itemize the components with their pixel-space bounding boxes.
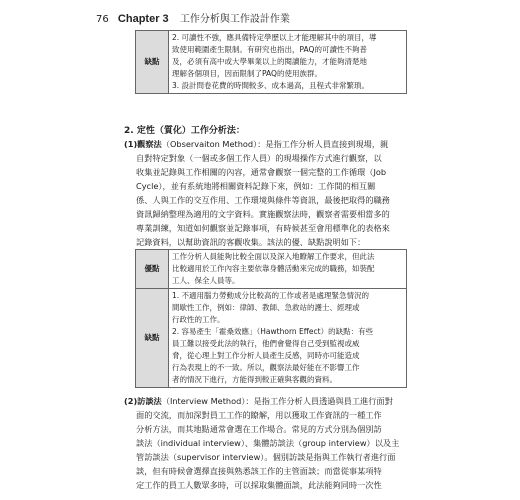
- table-row: 間歇性工作，例如：律師、教師、急救站的護士、經理或: [172, 303, 360, 312]
- paragraph-line: 談，但有時候會選擇直接與熟悉該工作的主管面談；而當從事某項特: [136, 466, 382, 476]
- paragraph-line: 資訊歸納整理為適用的文字資料。實施觀察法時，觀察者需要相當多的: [136, 209, 390, 219]
- paragraph-line: 自對特定對象（一個或多個工作人員）的現場操作方式進行觀察，以: [136, 153, 382, 163]
- paragraph-line: 面的交流，而加深對員工工作的瞭解，用以獲取工作資訊的一種工作: [136, 410, 382, 420]
- observation-pros-cons-table: [135, 249, 407, 388]
- table-row: 工作分析人員能夠比較全面以及深入地瞭解工作要求，但此法: [172, 252, 375, 261]
- table-row: 3. 設計問卷花費的時間較多、成本過高，且程式非常繁瑣。: [172, 81, 370, 90]
- page-header: [96, 10, 290, 25]
- section-heading: 2. 定性（質化）工作分析法：: [124, 126, 245, 136]
- paragraph-line: (1)觀察法（Observaiton Method）：是指工作分析人員直接到現場，親: [124, 139, 389, 149]
- observation-method-paragraph: [124, 137, 414, 249]
- disadvantage-cell: [169, 289, 407, 388]
- table-row: 工人、保全人員等。: [172, 276, 240, 285]
- table-row: 1. 不適用腦力勞動成分比較高的工作或者是處理緊急情況的: [172, 291, 370, 300]
- table-row: 及，必須有高中或大學畢業以上的閱讀能力，才能夠清楚地: [172, 57, 367, 66]
- table-row: 行政性的工作。: [172, 315, 225, 324]
- table-row: 理解各個項目，因而限制了PAQ的使用族群。: [172, 69, 322, 78]
- paragraph-line: 係、人與工作的交互作用、工作環境與條件等資訊，最後把取得的職務: [136, 195, 390, 205]
- paragraph-line: 定工作的員工人數眾多時，可以採取集體面談，此法能夠同時一次性: [136, 480, 382, 490]
- table-row: 2. 可讀性不強，應具備特定學歷以上才能理解其中的項目，導: [172, 33, 377, 42]
- table-row: 者的情況下進行，方能得到較正確與客觀的資料。: [172, 375, 337, 384]
- advantage-label: 優點: [136, 250, 169, 289]
- table-row: 致使用範圍產生限制。有研究也指出，PAQ的可讀性不夠普: [172, 45, 367, 54]
- chapter-label: Chapter 3: [117, 13, 169, 25]
- table-row: 2. 容易產生「霍桑效應」（Hawthorn Effect）的缺點：有些: [172, 327, 374, 336]
- paragraph-line: (2)訪談法（Interview Method）：是指工作分析人員透過與員工進行面對: [124, 396, 393, 406]
- table-row: 脅，從心理上對工作分析人員產生反感，同時亦可能造成: [172, 351, 360, 360]
- disadvantage-cell: [169, 31, 407, 94]
- table-row: 員工難以接受此法的執行，他們會覺得自己受到監視或威: [172, 339, 360, 348]
- paragraph-line: 分析方法，而其地點通常會選在工作場合。常見的方式分別為個別訪: [136, 424, 382, 434]
- paq-disadvantage-table: [135, 30, 407, 94]
- table-row: 比較適用於工作內容主要依靠身體活動來完成的職務，如裝配: [172, 264, 375, 273]
- chapter-title: 工作分析與工作設計作業: [179, 14, 290, 25]
- paragraph-line: 收集並記錄與工作相關的內容，通常會觀察一個完整的工作循環（Job: [136, 167, 387, 177]
- paragraph-line: 管訪談法（supervisor interview）。個別訪談是指與工作執行者進行面: [136, 452, 396, 462]
- disadvantage-label: 缺點: [136, 289, 169, 388]
- paragraph-line: 專業訓練，知道如何觀察並記錄事項，有時候甚至會用標準化的表格來: [136, 223, 390, 233]
- disadvantage-label: 缺點: [136, 31, 169, 94]
- paragraph-line: 談法（individual interview）、集體訪談法（group interview）以及主: [136, 438, 400, 448]
- paragraph-line: Cycle），並有系統地將相關資料記錄下來，例如：工作間的相互關: [136, 181, 376, 191]
- advantage-cell: [169, 250, 407, 289]
- paragraph-line: 記錄資料，以幫助資訊的客觀收集。該法的優、缺點說明如下：: [136, 237, 366, 247]
- interview-method-paragraph: [124, 394, 414, 492]
- table-row: 行為表現上的不一致。所以，觀察法最好能在不影響工作: [172, 363, 360, 372]
- page-number: 76: [96, 14, 109, 25]
